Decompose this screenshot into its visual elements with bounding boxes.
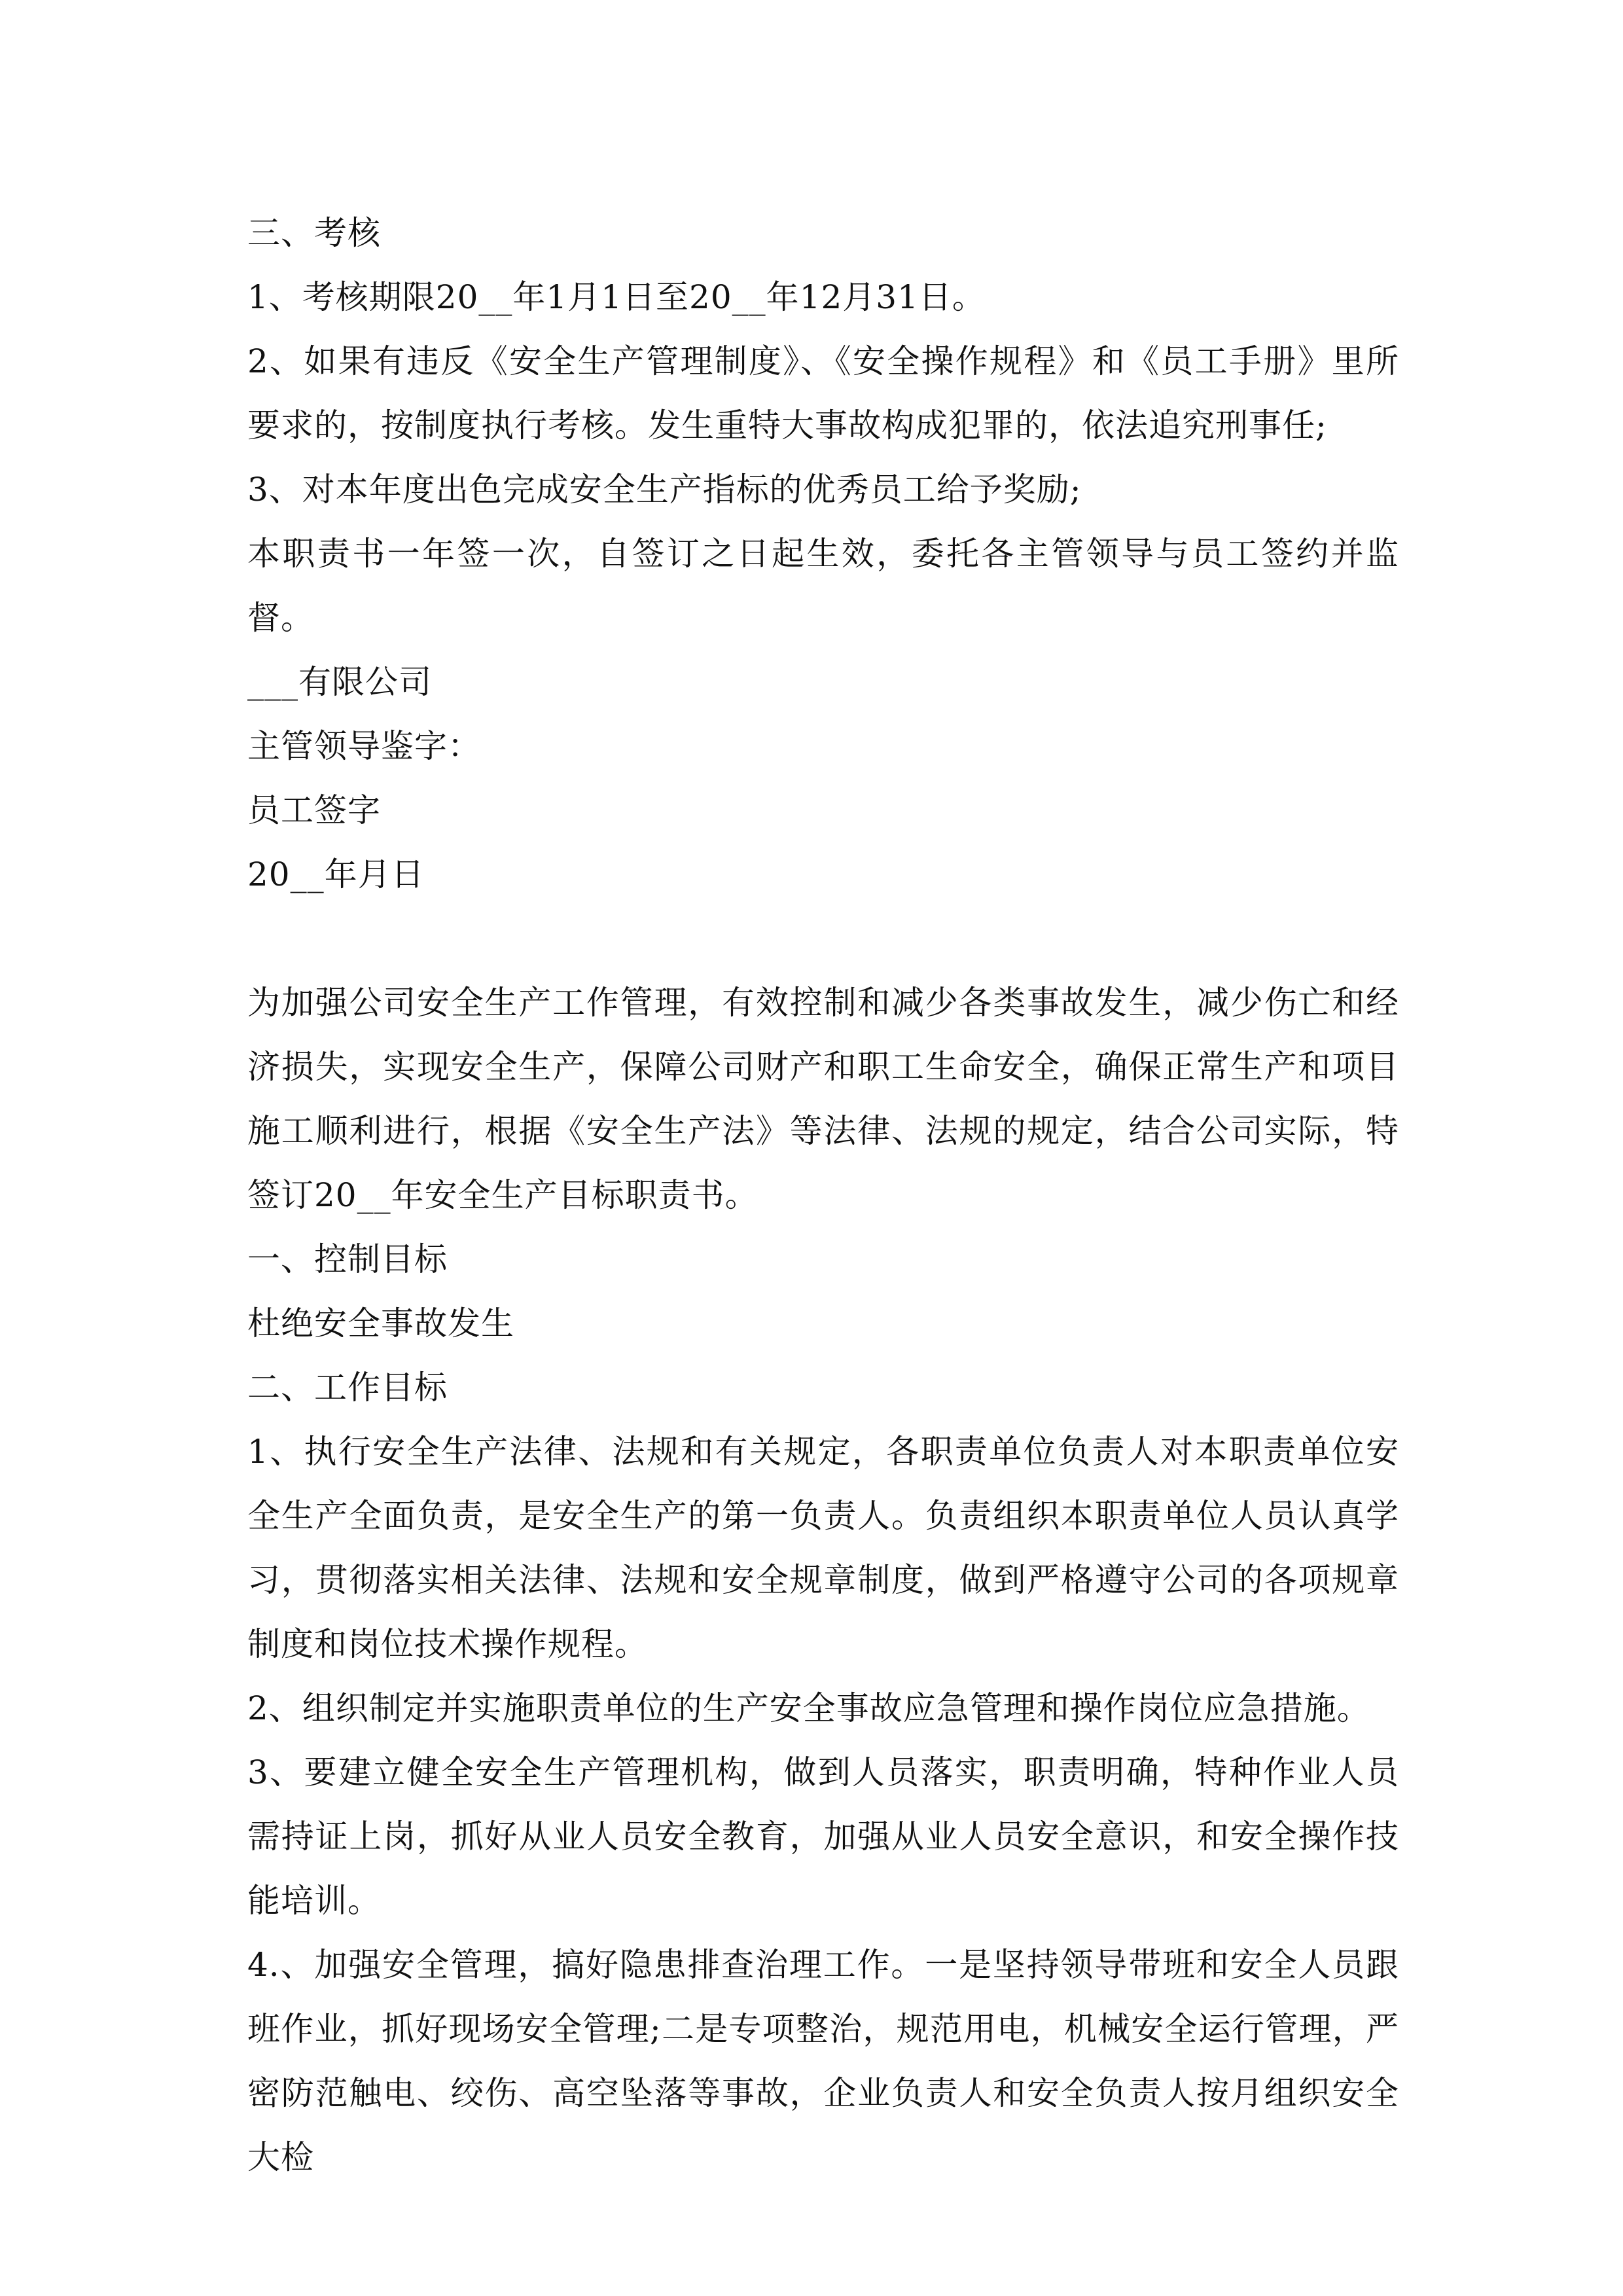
section-gap [247, 906, 1399, 971]
work-item-1: 1、执行安全生产法律、法规和有关规定，各职责单位负责人对本职责单位安全生产全面负责，是安全生产的第一负责人。负责组织本职责单位人员认真学习，贯彻落实相关法律、法规和安全规章制度，做到严格遵守公司的各项规章制度和岗位技术操作规程。 [247, 1433, 1399, 1663]
work-item-3: 3、要建立健全安全生产管理机构，做到人员落实，职责明确，特种作业人员需持证上岗，抓好从业人员安全教育，加强从业人员安全意识，和安全操作技能培训。 [247, 1753, 1399, 1920]
work-item-2: 2、组织制定并实施职责单位的生产安全事故应急管理和操作岗位应急措施。 [247, 1689, 1370, 1727]
employee-signature-label: 员工签字 [247, 791, 381, 829]
assessment-item-2: 2、如果有违反《安全生产管理制度》、《安全操作规程》和《员工手册》里所要求的，按制度执行考核。发生重特大事故构成犯罪的，依法追究刑事任; [247, 342, 1399, 444]
section-heading-work: 二、工作目标 [247, 1369, 448, 1407]
supervisor-signature-label: 主管领导鉴字： [247, 727, 481, 765]
work-item-4: 4.、加强安全管理，搞好隐患排查治理工作。一是坚持领导带班和安全人员跟班作业，抓好现场安全管理;二是专项整治，规范用电，机械安全运行管理，严密防范触电、绞伤、高空坠落等事故，企业负责人和安全负责人按月组织安全大检 [247, 1946, 1399, 2176]
section-heading-assessment: 三、考核 [247, 214, 381, 252]
closing-statement: 本职责书一年签一次，自签订之日起生效，委托各主管领导与员工签约并监督。 [247, 535, 1399, 637]
control-target-text: 杜绝安全事故发生 [247, 1304, 514, 1342]
company-name: ___有限公司 [247, 663, 432, 701]
assessment-item-1: 1、考核期限20__年1月1日至20__年12月31日。 [247, 278, 986, 316]
signature-date: 20__年月日 [247, 855, 425, 893]
document-body [247, 201, 1399, 2189]
section-heading-control: 一、控制目标 [247, 1240, 448, 1278]
intro-paragraph: 为加强公司安全生产工作管理，有效控制和减少各类事故发生，减少伤亡和经济损失，实现安全生产，保障公司财产和职工生命安全，确保正常生产和项目施工顺利进行，根据《安全生产法》等法律、法规的规定，结合公司实际，特签订20__年安全生产目标职责书。 [247, 984, 1399, 1214]
assessment-item-3: 3、对本年度出色完成安全生产指标的优秀员工给予奖励; [247, 471, 1082, 509]
